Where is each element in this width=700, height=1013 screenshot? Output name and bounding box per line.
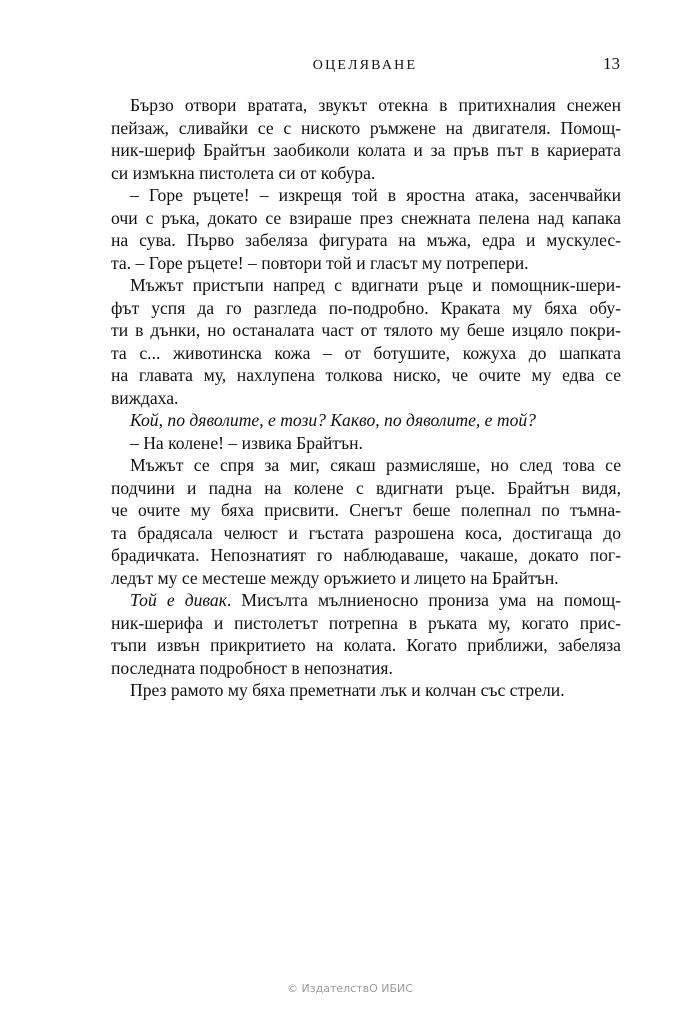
italic-thought-line: Кой, по дяволите, е този? Какво, по дяволите, е той? — [130, 410, 536, 430]
body-text — [111, 94, 621, 702]
text-line: та. – Горе ръцете! – повтори той и гласът му потрепери. — [111, 252, 529, 273]
text-line: – Горе ръцете! – изкрещя той в яростна атака, засенчвайки — [130, 185, 621, 205]
text-line: та брадясала челюст и гъстата разрошена коса, достигаща до — [111, 522, 621, 543]
text-line: През рамото му бяха преметнати лък и колчан със стрели. — [130, 680, 565, 700]
text-line-mixed — [111, 589, 621, 612]
text-line: тъпи извън прикритието на колата. Когато приближи, забеляза — [111, 635, 621, 655]
text-line: фът успя да го разгледа по-подробно. Краката му бяха обу- — [111, 297, 621, 318]
text-line: Мъжът пристъпи напред с вдигнати ръце и помощник-шери- — [130, 275, 621, 295]
text-line: на сува. Първо забеляза фигурата на мъжа, едра и мускулес- — [111, 230, 621, 250]
text-line: последната подробност в непознатия. — [111, 657, 393, 678]
text-line: Бързо отвори вратата, звукът отекна в притихналия снежен — [130, 95, 621, 115]
text-line: – На колене! – извика Брайтън. — [130, 432, 363, 453]
text-line: очи с ръка, докато се взираше през снежната пелена над капака — [111, 207, 621, 228]
running-header — [110, 52, 620, 76]
text-line: ник-шериф Брайтън заобиколи колата и за пръв път в кариерата — [111, 140, 621, 160]
text-run: . Мисълта мълниеносно прониза ума на помощ- — [226, 590, 622, 610]
page-number: 13 — [603, 54, 620, 73]
text-line: си измъкна пистолета си от кобура. — [111, 162, 376, 183]
text-line: ледът му се местеше между оръжието и лицето на Брайтън. — [111, 567, 559, 588]
text-line: пейзаж, сливайки се с ниското ръмжене на двигателя. Помощ- — [111, 117, 621, 138]
italic-thought: Той е дивак — [130, 590, 227, 610]
chapter-title: ОЦЕЛЯВАНЕ — [312, 58, 418, 73]
text-line: Мъжът се спря за миг, сякаш размисляше, но след това се — [130, 455, 621, 475]
text-line: ти в дънки, но останалата част от тялото му беше изцяло покри- — [111, 320, 621, 340]
text-line: на главата му, нахлупена толкова ниско, че очите му едва се — [111, 365, 621, 385]
text-line: ник-шерифа и пистолетът потрепна в ръката му, когато прис- — [111, 612, 621, 633]
text-line: та с... животинска кожа – от ботушите, кожуха до шапката — [111, 342, 621, 363]
text-line: че очите му бяха присвити. Снегът беше полепнал по тъмна- — [111, 500, 621, 520]
text-line: виждаха. — [111, 387, 179, 408]
text-line: подчини и падна на колене с вдигнати ръце. Брайтън видя, — [111, 477, 621, 498]
publisher-copyright: © ИздателствО ИБИС — [287, 982, 413, 995]
text-line: брадичката. Непознатият го наблюдаваше, чакаше, докато пог- — [111, 545, 621, 565]
